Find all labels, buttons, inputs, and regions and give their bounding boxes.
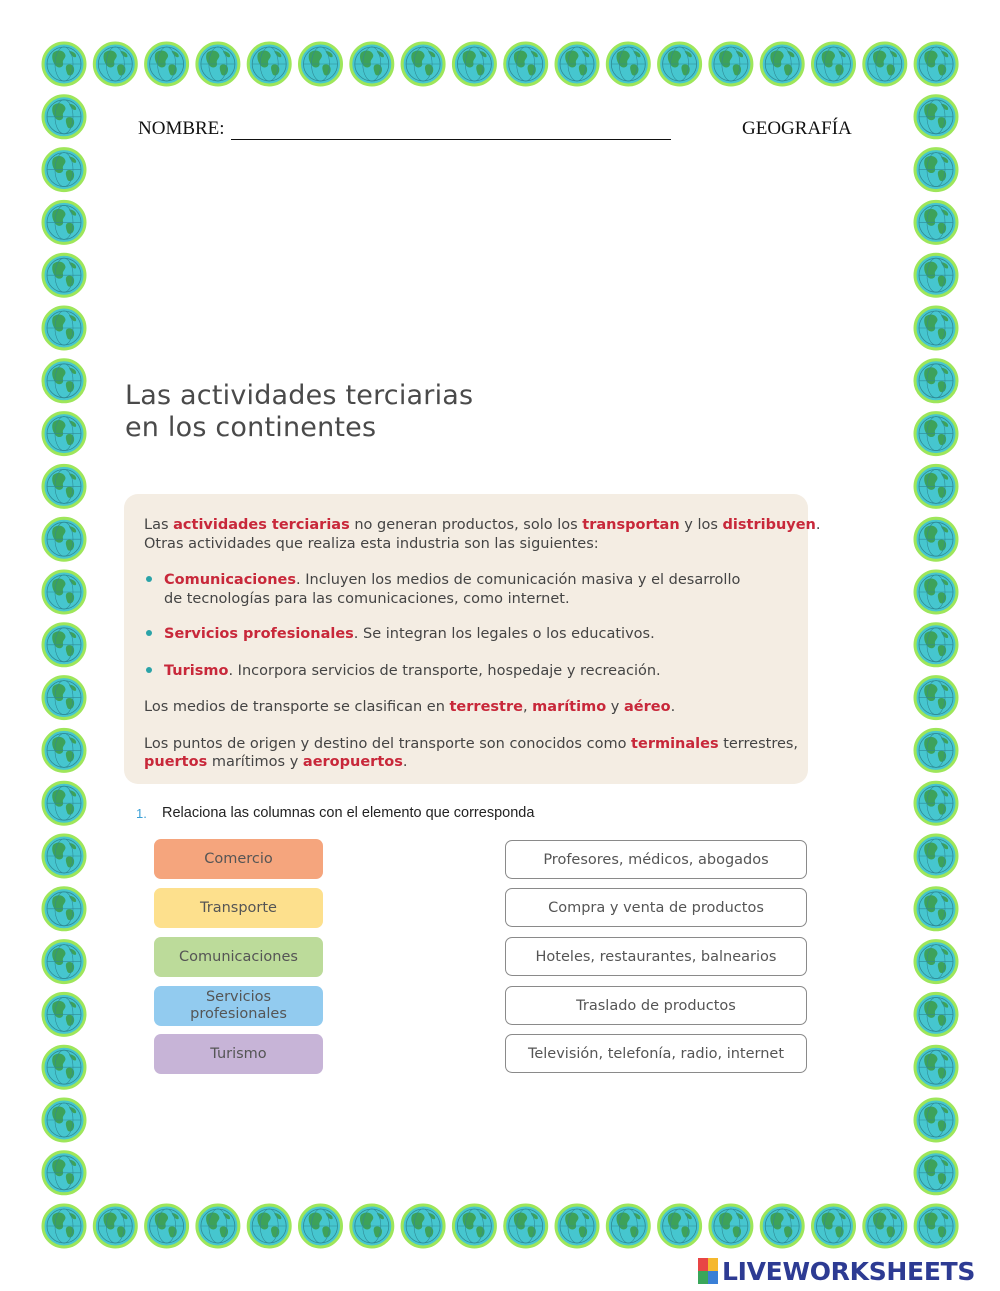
logo-mark-icon <box>698 1258 718 1284</box>
bullet-turismo <box>164 662 661 681</box>
text-run: . <box>670 699 676 715</box>
globe-icon <box>864 1205 906 1247</box>
globe-icon <box>813 1205 855 1247</box>
globe-icon <box>710 1205 752 1247</box>
subject-label: GEOGRAFÍA <box>742 118 852 139</box>
right-item-compra[interactable]: Compra y venta de productos <box>505 888 807 927</box>
right-item-television[interactable]: Televisión, telefonía, radio, internet <box>505 1034 807 1073</box>
globe-icon <box>915 624 957 666</box>
globe-icon <box>146 1205 188 1247</box>
globe-icon <box>915 43 957 85</box>
title-line-1: Las actividades terciarias <box>125 380 474 411</box>
text-run: Las <box>144 517 174 533</box>
globe-icon <box>94 43 136 85</box>
globe-icon <box>915 835 957 877</box>
text-run: . Incorpora servicios de transporte, hospedaje y recreación. <box>228 663 661 679</box>
globe-icon <box>915 729 957 771</box>
text-run: . Incluyen los medios de comunicación masiva y el desarrollo <box>296 572 741 588</box>
globe-icon <box>43 571 85 613</box>
globe-icon <box>915 677 957 719</box>
highlight-term: aeropuertos <box>302 754 403 770</box>
globe-icon <box>197 43 239 85</box>
globe-icon <box>915 96 957 138</box>
globe-icon <box>43 1099 85 1141</box>
info-box <box>124 494 821 784</box>
text-run: no generan productos, solo los <box>349 517 583 533</box>
globe-icon <box>915 888 957 930</box>
globe-icon <box>43 624 85 666</box>
highlight-term: marítimo <box>532 699 607 715</box>
text-run: , <box>522 699 533 715</box>
globe-icon <box>915 518 957 560</box>
globe-icon <box>915 254 957 296</box>
bullet-icon <box>146 576 152 582</box>
globe-icon <box>659 1205 701 1247</box>
globe-icon <box>43 307 85 349</box>
text-run: . <box>402 754 408 770</box>
left-item-comunicaciones[interactable]: Comunicaciones <box>154 937 323 977</box>
globe-icon <box>915 571 957 613</box>
page-title <box>125 380 473 444</box>
globe-icon <box>43 993 85 1035</box>
globe-icon <box>915 1205 957 1247</box>
text-run: Los puntos de origen y destino del transporte son conocidos como <box>144 736 632 752</box>
right-item-traslado[interactable]: Traslado de productos <box>505 986 807 1025</box>
highlight-term: distribuyen <box>722 517 816 533</box>
globe-icon <box>761 43 803 85</box>
text-run: Los medios de transporte se clasifican en <box>144 699 450 715</box>
name-field <box>138 118 671 140</box>
info-paragraph-1 <box>144 516 820 535</box>
highlight-term: terminales <box>631 736 719 752</box>
globe-icon <box>43 96 85 138</box>
globe-icon <box>197 1205 239 1247</box>
info-paragraph-3-line-2 <box>144 753 407 772</box>
globe-icon <box>300 1205 342 1247</box>
globe-icon <box>43 941 85 983</box>
globe-icon <box>915 1046 957 1088</box>
globe-icon <box>915 201 957 243</box>
highlight-term: terrestre <box>449 699 523 715</box>
title-line-2: en los continentes <box>125 412 377 443</box>
text-run: . <box>815 517 821 533</box>
highlight-term: aéreo <box>623 699 671 715</box>
globe-icon <box>402 43 444 85</box>
globe-icon <box>351 1205 393 1247</box>
highlight-term: transportan <box>582 517 680 533</box>
globe-icon <box>556 1205 598 1247</box>
name-blank-line[interactable] <box>231 121 671 140</box>
globe-icon <box>915 1152 957 1194</box>
globe-icon <box>351 43 393 85</box>
text-run: terrestres, <box>718 736 799 752</box>
info-paragraph-3 <box>144 735 798 754</box>
globe-icon <box>43 201 85 243</box>
globe-icon <box>915 307 957 349</box>
text-run: y <box>606 699 624 715</box>
left-item-transporte[interactable]: Transporte <box>154 888 323 928</box>
globe-icon <box>453 43 495 85</box>
left-item-servicios[interactable] <box>154 986 323 1026</box>
globe-icon <box>402 1205 444 1247</box>
globe-icon <box>556 43 598 85</box>
globe-icon <box>659 43 701 85</box>
globe-icon <box>43 1046 85 1088</box>
globe-icon <box>43 888 85 930</box>
globe-icon <box>915 1099 957 1141</box>
globe-icon <box>761 1205 803 1247</box>
globe-icon <box>43 413 85 455</box>
highlight-term: Servicios profesionales <box>164 626 354 642</box>
globe-icon <box>915 360 957 402</box>
globe-icon <box>915 941 957 983</box>
globe-icon <box>300 43 342 85</box>
globe-icon <box>43 465 85 507</box>
globe-icon <box>248 1205 290 1247</box>
bullet-icon <box>146 667 152 673</box>
highlight-term: actividades terciarias <box>173 517 350 533</box>
globe-icon <box>94 1205 136 1247</box>
bullet-comunicaciones <box>164 571 740 590</box>
bullet-icon <box>146 630 152 636</box>
name-label: NOMBRE: <box>138 118 225 139</box>
globe-icon <box>607 43 649 85</box>
info-paragraph-1-line-2: Otras actividades que realiza esta industria son las siguientes: <box>144 536 599 552</box>
globe-icon <box>915 465 957 507</box>
globe-icon <box>248 43 290 85</box>
text-run: . Se integran los legales o los educativos. <box>353 626 655 642</box>
globe-icon <box>43 1152 85 1194</box>
text-run: y los <box>679 517 723 533</box>
question-number: 1. <box>136 806 147 821</box>
question-text: Relaciona las columnas con el elemento que corresponda <box>162 805 535 821</box>
globe-icon <box>813 43 855 85</box>
globe-icon <box>43 729 85 771</box>
globe-icon <box>43 835 85 877</box>
globe-icon <box>453 1205 495 1247</box>
globe-icon <box>43 360 85 402</box>
globe-icon <box>607 1205 649 1247</box>
left-item-label: Servicios profesionales <box>190 989 287 1022</box>
bullet-comunicaciones-line-2: de tecnologías para las comunicaciones, como internet. <box>164 591 570 607</box>
globe-icon <box>43 149 85 191</box>
globe-icon <box>710 43 752 85</box>
globe-icon <box>505 1205 547 1247</box>
globe-icon <box>43 254 85 296</box>
globe-icon <box>146 43 188 85</box>
globe-icon <box>915 149 957 191</box>
highlight-term: Turismo <box>164 663 229 679</box>
globe-icon <box>43 677 85 719</box>
globe-icon <box>43 782 85 824</box>
left-item-turismo[interactable]: Turismo <box>154 1034 323 1074</box>
left-item-comercio[interactable]: Comercio <box>154 839 323 879</box>
right-item-hoteles[interactable]: Hoteles, restaurantes, balnearios <box>505 937 807 976</box>
globe-icon <box>915 413 957 455</box>
highlight-term: Comunicaciones <box>164 572 297 588</box>
globe-icon <box>915 782 957 824</box>
globe-icon <box>864 43 906 85</box>
logo-text: LIVEWORKSHEETS <box>722 1256 976 1286</box>
globe-icon <box>915 993 957 1035</box>
globe-icon <box>505 43 547 85</box>
liveworksheets-logo <box>698 1256 975 1286</box>
info-paragraph-2 <box>144 698 675 717</box>
globe-icon <box>43 1205 85 1247</box>
globe-icon <box>43 43 85 85</box>
right-item-profesores[interactable]: Profesores, médicos, abogados <box>505 840 807 879</box>
bullet-servicios <box>164 625 655 644</box>
globe-icon <box>43 518 85 560</box>
highlight-term: puertos <box>144 754 208 770</box>
text-run: marítimos y <box>207 754 303 770</box>
